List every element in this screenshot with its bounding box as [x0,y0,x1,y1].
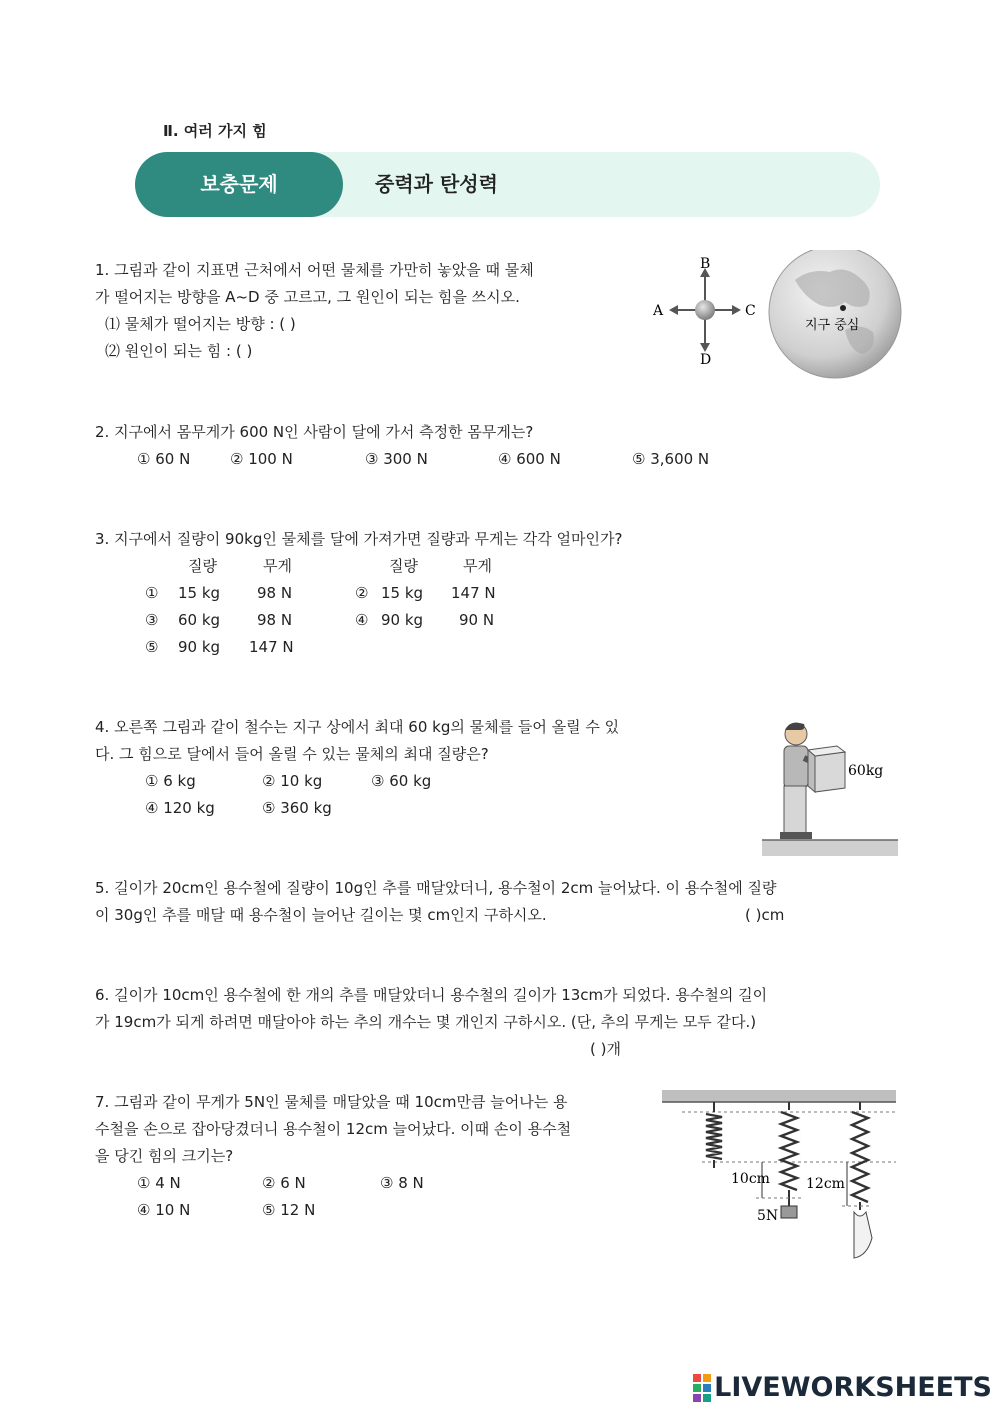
q2-choice-5[interactable]: ⑤ 3,600 N [632,450,710,468]
label-12cm: 12cm [806,1176,845,1192]
spring-3 [842,1102,872,1258]
q3-choice-5-num[interactable]: ⑤ [145,638,159,656]
q3-choice-1-weight: 98 N [257,584,293,602]
q7-choices [137,1170,467,1224]
direction-arrows [669,268,741,352]
q4-choice-5[interactable]: ⑤ 360 kg [262,799,332,817]
q3-choice-3-mass: 60 kg [178,611,221,629]
title-banner [135,152,880,217]
q3-header-mass: 질량 [188,557,217,575]
question-5 [95,875,776,929]
weight-5n [781,1206,797,1218]
label-b: B [700,256,711,272]
q3-choice-3-weight: 98 N [257,611,293,629]
q1-line1: 1. 그림과 같이 지표면 근처에서 어떤 물체를 가만히 놓았을 때 물체 [95,261,534,279]
q3-choice-2-mass: 15 kg [381,584,424,602]
q3-choice-4-mass: 90 kg [381,611,424,629]
q4-choice-3[interactable]: ③ 60 kg [371,772,432,790]
q7-line3: 을 당긴 힘의 크기는? [95,1147,234,1165]
label-10cm: 10cm [731,1171,770,1187]
q5-answer-blank[interactable]: ( )cm [745,906,785,924]
q3-header-mass-2: 질량 [389,557,418,575]
q7-figure [662,1088,898,1263]
q7-choice-5[interactable]: ⑤ 12 N [262,1201,316,1219]
q3-choices-table [145,553,545,693]
label-c: C [745,303,756,319]
q7-line2: 수철을 손으로 잡아당겼더니 용수철이 12cm 늘어났다. 이때 손이 용수철 [95,1120,572,1138]
hand-illustration [854,1212,872,1258]
q4-choice-2[interactable]: ② 10 kg [262,772,323,790]
q3-header-weight-2: 무게 [463,557,492,575]
logo-text: LIVEWORKSHEETS [714,1372,992,1403]
q3-choice-3-num[interactable]: ③ [145,611,159,629]
q3-choice-5-weight: 147 N [249,638,294,656]
liveworksheets-logo [693,1372,992,1403]
q3-choice-1-mass: 15 kg [178,584,221,602]
q1-sub2[interactable]: ⑵ 원인이 되는 힘 : ( ) [105,342,253,360]
q1-sub1[interactable]: ⑴ 물체가 떨어지는 방향 : ( ) [105,315,296,333]
spring-2 [756,1102,802,1218]
q4-choice-1[interactable]: ① 6 kg [145,772,196,790]
q4-figure [760,718,900,860]
q2-choice-2[interactable]: ② 100 N [230,450,293,468]
q3-stem: 3. 지구에서 질량이 90kg인 물체를 달에 가져가면 질량과 무게는 각각 얼마인가? [95,530,623,548]
q3-header-weight: 무게 [263,557,292,575]
liveworksheets-mark-icon [693,1374,711,1402]
question-3 [95,526,622,553]
question-7 [95,1089,571,1170]
floor [762,840,898,856]
label-5n: 5N [757,1208,779,1224]
q3-choice-1-num[interactable]: ① [145,584,159,602]
q7-choice-1[interactable]: ① 4 N [137,1174,181,1192]
earth-center-label: 지구 중심 [805,318,860,333]
label-a: A [653,303,664,319]
q6-answer-blank[interactable]: ( )개 [590,1040,621,1058]
q1-line2: 가 떨어지는 방향을 A~D 중 고르고, 그 원인이 되는 힘을 쓰시오. [95,288,520,306]
banner-label: 보충문제 [135,152,343,217]
q5-line2: 이 30g인 추를 매달 때 용수철이 늘어난 길이는 몇 cm인지 구하시오. [95,906,547,924]
ceiling [662,1090,896,1102]
question-2 [95,419,533,446]
q7-choice-3[interactable]: ③ 8 N [380,1174,424,1192]
q2-choice-3[interactable]: ③ 300 N [365,450,428,468]
section-title: Ⅱ. 여러 가지 힘 [163,122,267,140]
box-label: 60kg [848,763,884,779]
earth-globe [769,250,901,378]
q2-choice-4[interactable]: ④ 600 N [498,450,561,468]
q7-choice-4[interactable]: ④ 10 N [137,1201,191,1219]
q2-stem: 2. 지구에서 몸무게가 600 N인 사람이 달에 가서 측정한 몸무게는? [95,423,534,441]
question-1 [95,257,534,365]
label-d: D [700,352,712,368]
question-4 [95,714,619,768]
q4-line1: 4. 오른쪽 그림과 같이 철수는 지구 상에서 최대 60 kg의 물체를 들어 올릴 수 있 [95,718,620,736]
q3-choice-5-mass: 90 kg [178,638,221,656]
q7-choice-2[interactable]: ② 6 N [262,1174,306,1192]
q3-choice-4-num[interactable]: ④ [355,611,369,629]
banner-topic: 중력과 탄성력 [375,172,498,196]
q4-choice-4[interactable]: ④ 120 kg [145,799,215,817]
q2-choice-1[interactable]: ① 60 N [137,450,191,468]
q7-line1: 7. 그림과 같이 무게가 5N인 물체를 매달았을 때 10cm만큼 늘어나는 용 [95,1093,568,1111]
question-6 [95,982,767,1036]
q5-line1: 5. 길이가 20cm인 용수철에 질량이 10g인 추를 매달았더니, 용수철이 2cm 늘어났다. 이 용수철에 질량 [95,879,777,897]
box-60kg [808,746,845,792]
q3-choice-2-weight: 147 N [451,584,496,602]
q1-figure [645,250,905,385]
q3-choice-4-weight: 90 N [459,611,495,629]
q4-choices [145,768,475,822]
q6-line1: 6. 길이가 10cm인 용수철에 한 개의 추를 매달았더니 용수철의 길이가 13cm가 되었다. 용수철의 길이 [95,986,768,1004]
q4-line2: 다. 그 힘으로 달에서 들어 올릴 수 있는 물체의 최대 질량은? [95,745,489,763]
q3-choice-2-num[interactable]: ② [355,584,369,602]
q6-line2: 가 19cm가 되게 하려면 매달아야 하는 추의 개수는 몇 개인지 구하시오. (단, 추의 무게는 모두 같다.) [95,1013,757,1031]
